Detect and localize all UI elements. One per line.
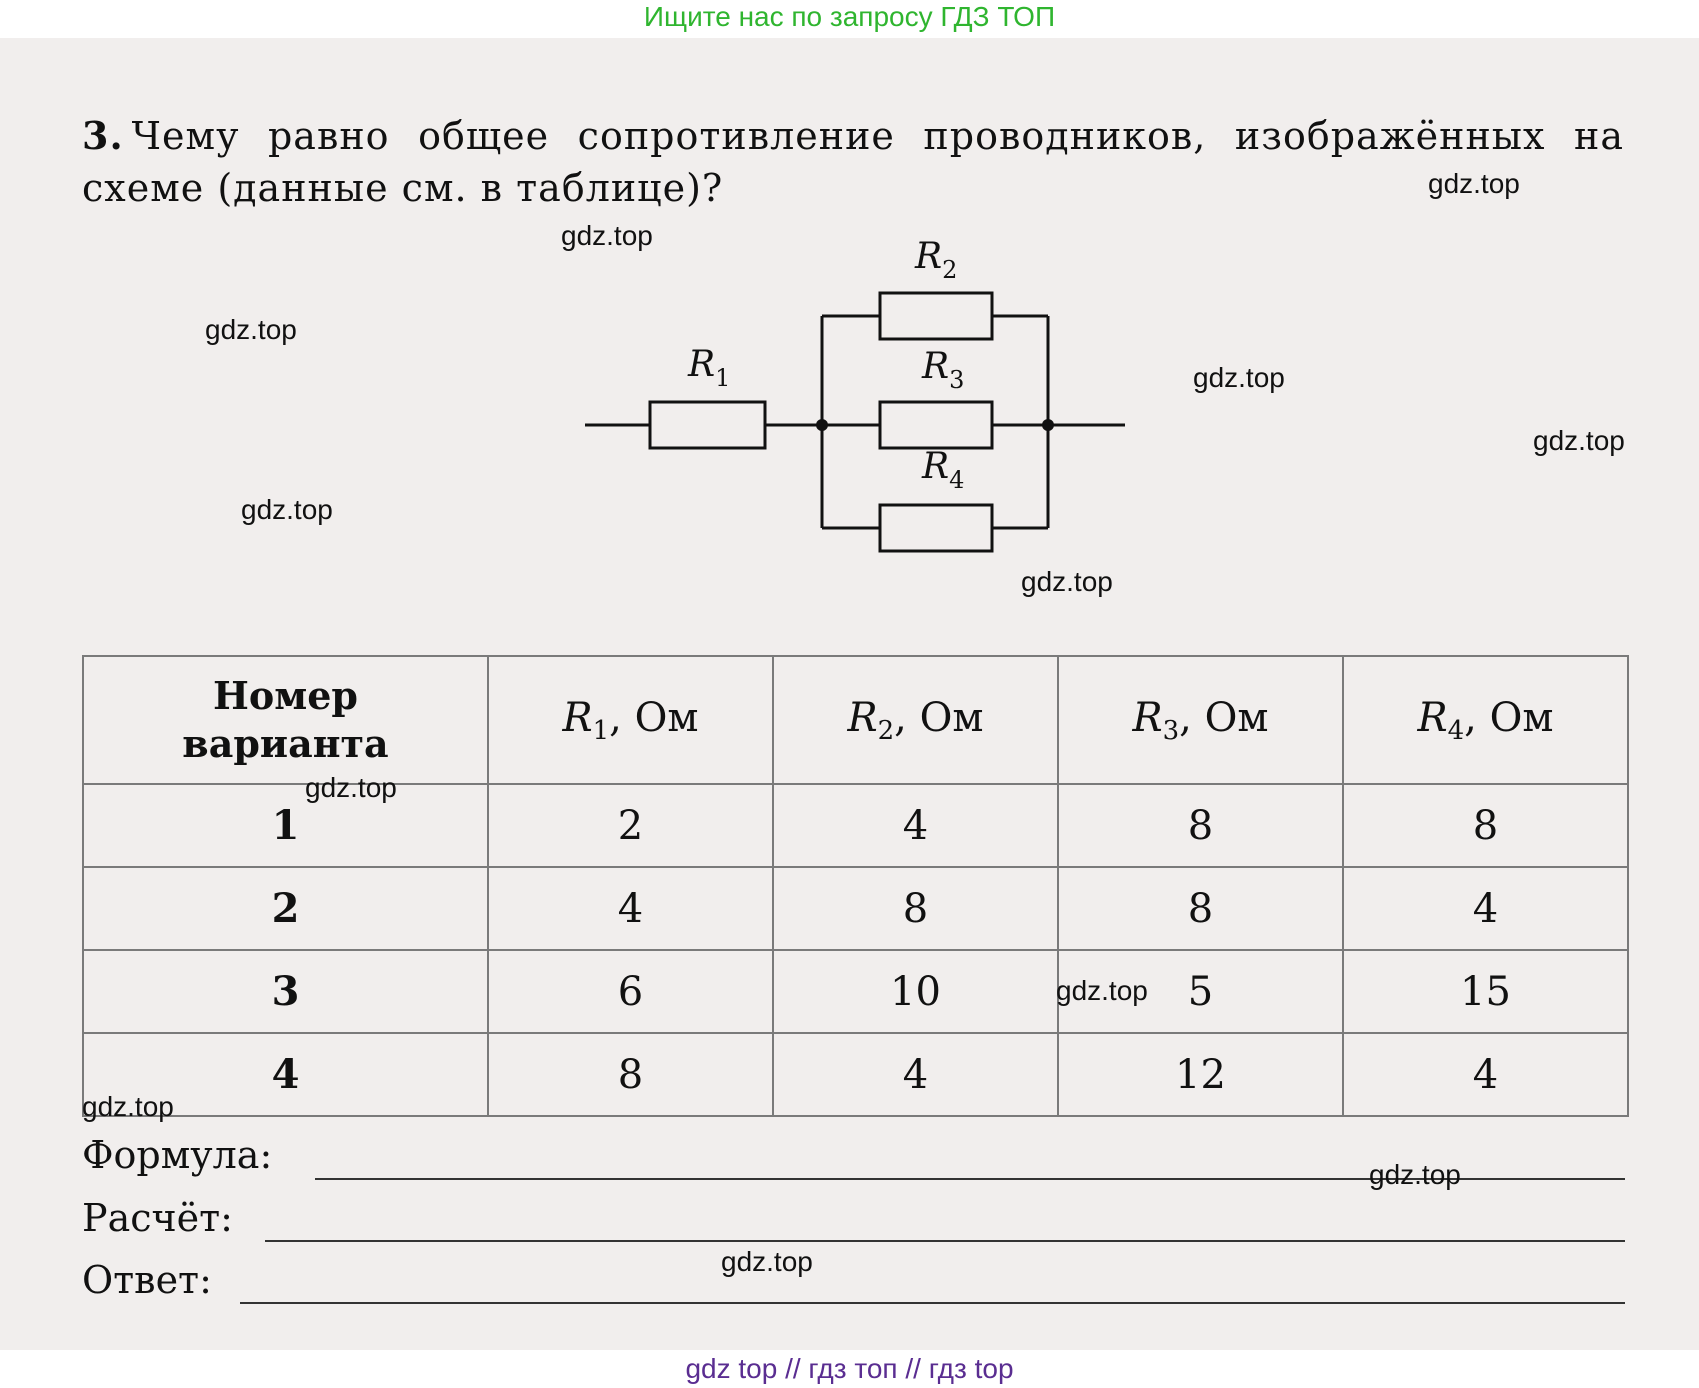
cell-r4: 15 [1343,950,1628,1033]
question-number: 3. [82,113,124,158]
cell-r2: 4 [773,1033,1058,1116]
table-row [83,1033,1628,1116]
header-r3: $R_3$, Ом [1058,656,1343,784]
watermark: gdz.top [1533,425,1625,456]
resistor-r1 [650,402,765,448]
top-banner[interactable]: Ищите нас по запросу ГДЗ ТОП [643,1,1056,32]
cell-variant: 1 [83,784,488,867]
question-text [82,110,1624,214]
watermark: gdz.top [241,494,333,525]
label-r3: $R_3$ [922,346,965,394]
resistor-r3 [880,402,992,448]
table-row [83,867,1628,950]
cell-r1: 4 [488,867,773,950]
cell-variant: 2 [83,867,488,950]
formula-label: Формула: [82,1133,273,1177]
calc-label: Расчёт: [82,1196,233,1240]
cell-r4: 8 [1343,784,1628,867]
bottom-banner[interactable]: gdz top // гдз топ // гдз top [685,1353,1014,1384]
watermark: gdz.top [1021,566,1113,597]
watermark: gdz.top [721,1246,813,1277]
header-r4: $R_4$, Ом [1343,656,1628,784]
cell-r1: 2 [488,784,773,867]
cell-r4: 4 [1343,1033,1628,1116]
answer-input-line[interactable] [240,1302,1625,1304]
cell-r2: 4 [773,784,1058,867]
watermark: gdz.top [1428,168,1520,199]
cell-r2: 10 [773,950,1058,1033]
watermark: gdz.top [561,220,653,251]
resistance-table [82,655,1629,1117]
table-row [83,950,1628,1033]
cell-r3: 8 [1058,867,1343,950]
header-r1: $R_1$, Ом [488,656,773,784]
circuit-diagram [560,228,1140,558]
cell-r2: 8 [773,867,1058,950]
cell-r3: 5 [1058,950,1343,1033]
cell-r1: 8 [488,1033,773,1116]
label-r4: $R_4$ [922,446,965,494]
junction-left [816,419,828,431]
cell-variant: 4 [83,1033,488,1116]
watermark: gdz.top [82,1091,174,1122]
watermark: gdz.top [205,314,297,345]
junction-right [1042,419,1054,431]
header-variant-line1: Номер [212,673,358,718]
cell-r4: 4 [1343,867,1628,950]
watermark: gdz.top [1193,362,1285,393]
label-r1: $R_1$ [688,344,731,392]
cell-r3: 8 [1058,784,1343,867]
cell-r3: 12 [1058,1033,1343,1116]
question-body: Чему равно общее сопротивление проводников, изображённых на схеме (данные см. в таблице)? [82,114,1624,210]
label-r2: $R_2$ [915,236,958,284]
watermark: gdz.top [1369,1159,1461,1190]
header-variant-line2: варианта [182,721,389,766]
resistor-r4 [880,505,992,551]
textbook-page [0,38,1699,1350]
calc-input-line[interactable] [265,1240,1625,1242]
table-header-row [83,656,1628,784]
cell-r1: 6 [488,950,773,1033]
resistor-r2 [880,293,992,339]
header-variant [83,656,488,784]
watermark: gdz.top [1056,975,1148,1006]
answer-label: Ответ: [82,1258,212,1302]
header-r2: $R_2$, Ом [773,656,1058,784]
watermark: gdz.top [305,772,397,803]
cell-variant: 3 [83,950,488,1033]
